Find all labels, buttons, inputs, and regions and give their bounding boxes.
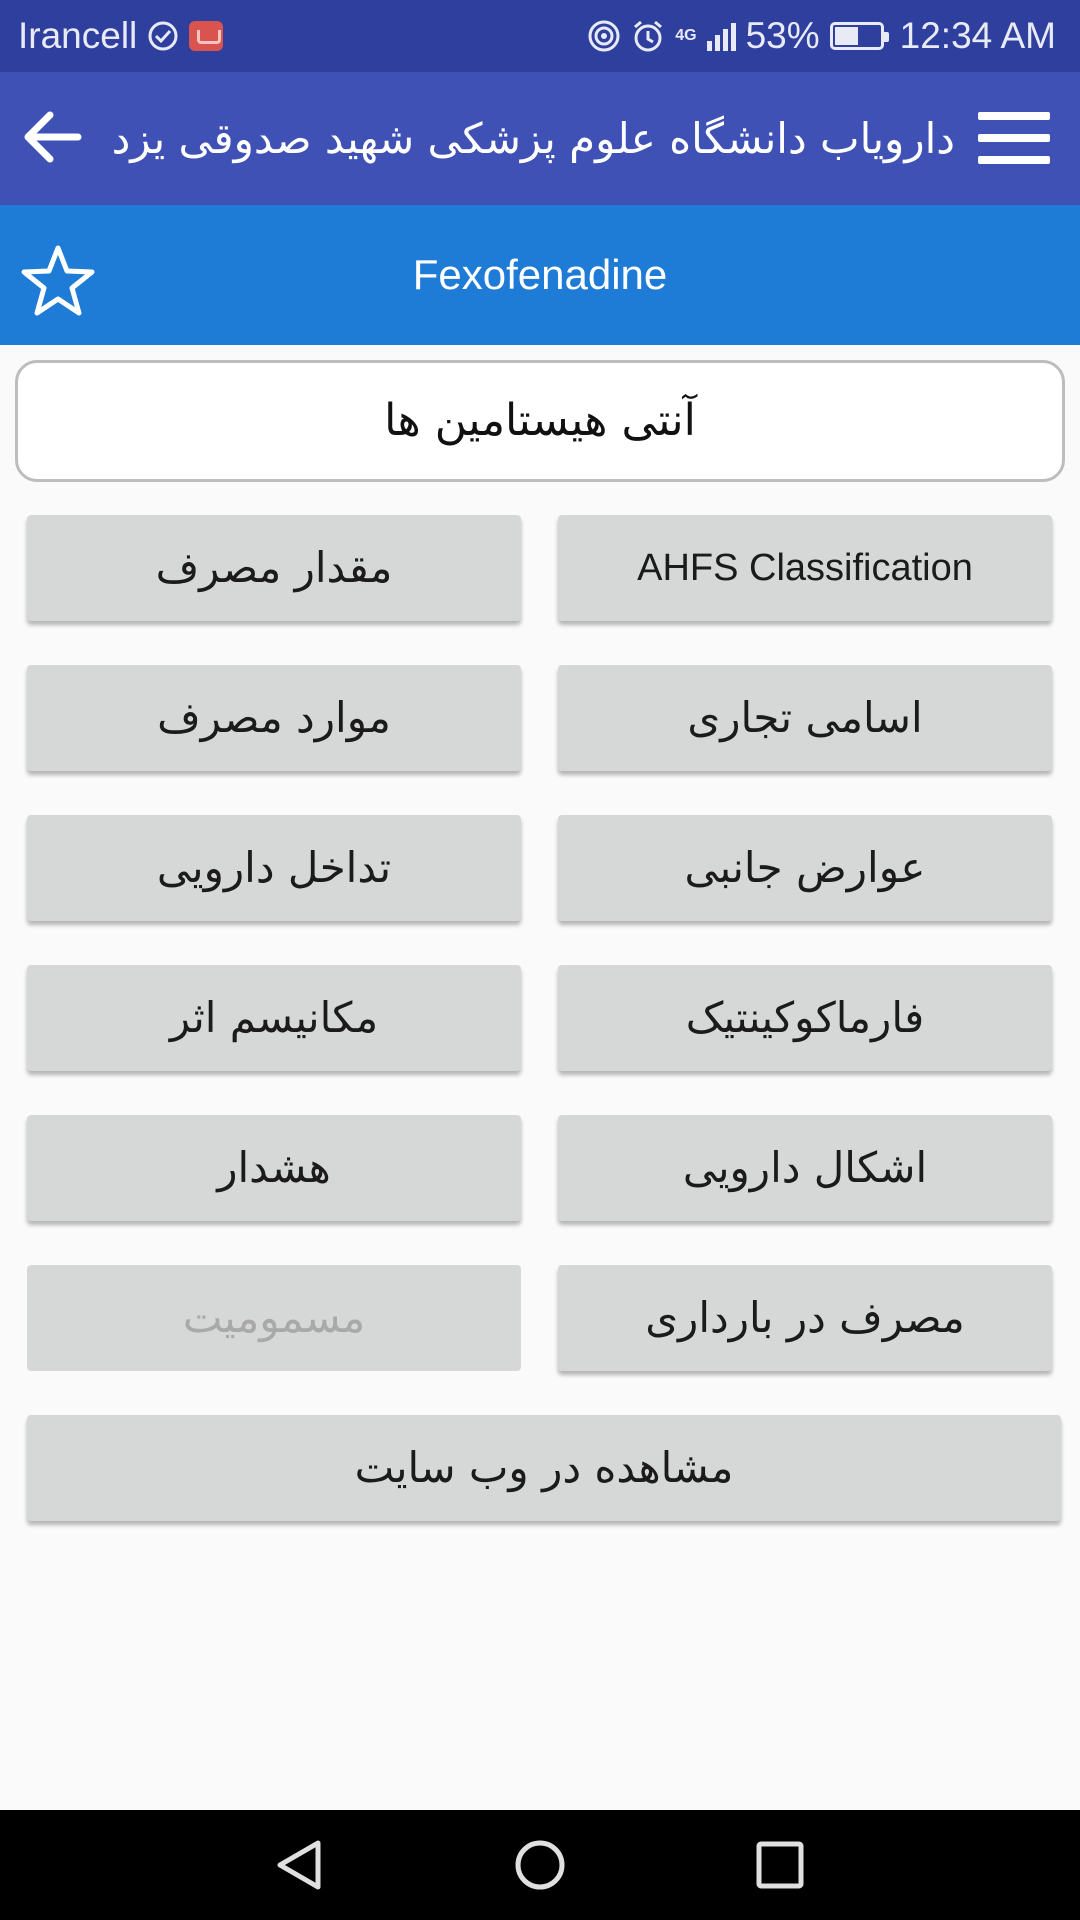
hamburger-menu-icon[interactable] <box>978 108 1052 168</box>
alarm-icon <box>631 19 665 53</box>
carrier-name: Irancell <box>18 15 138 56</box>
signal-icon <box>707 21 736 51</box>
nav-home-icon[interactable] <box>510 1835 570 1895</box>
navigation-bar <box>0 1810 1080 1920</box>
hotspot-icon <box>587 19 621 53</box>
ahfs-classification-button[interactable]: AHFS Classification <box>558 515 1052 621</box>
mechanism-button[interactable]: مکانیسم اثر <box>27 965 521 1071</box>
pharmacokinetics-button[interactable]: فارماکوکینتیک <box>558 965 1052 1071</box>
battery-percent: 53% <box>745 15 820 56</box>
dosage-forms-button[interactable]: اشکال دارویی <box>558 1115 1052 1221</box>
toxicity-button: مسمومیت <box>27 1265 521 1371</box>
network-type: 4G <box>675 27 697 44</box>
side-effects-button[interactable]: عوارض جانبی <box>558 815 1052 921</box>
clock: 12:34 AM <box>899 15 1056 56</box>
battery-icon <box>830 22 884 50</box>
drug-header <box>0 205 1080 345</box>
drug-name: Fexofenadine <box>412 251 668 298</box>
view-on-website-button[interactable]: مشاهده در وب سایت <box>27 1415 1061 1521</box>
back-arrow-icon[interactable] <box>18 102 88 172</box>
nav-back-icon[interactable] <box>270 1835 330 1895</box>
brand-names-button[interactable]: اسامی تجاری <box>558 665 1052 771</box>
message-notification-icon <box>189 21 223 51</box>
dosage-button[interactable]: مقدار مصرف <box>27 515 521 621</box>
pregnancy-button[interactable]: مصرف در بارداری <box>558 1265 1052 1371</box>
check-circle-icon <box>147 20 179 52</box>
nav-recents-icon[interactable] <box>750 1835 810 1895</box>
app-bar <box>0 72 1080 205</box>
drug-category: آنتی هیستامین ها <box>15 360 1065 482</box>
status-bar <box>0 0 1080 72</box>
indications-button[interactable]: موارد مصرف <box>27 665 521 771</box>
drug-interactions-button[interactable]: تداخل دارویی <box>27 815 521 921</box>
app-title: دارویاب دانشگاه علوم پزشکی شهید صدوقی یزد <box>111 114 955 163</box>
warning-button[interactable]: هشدار <box>27 1115 521 1221</box>
